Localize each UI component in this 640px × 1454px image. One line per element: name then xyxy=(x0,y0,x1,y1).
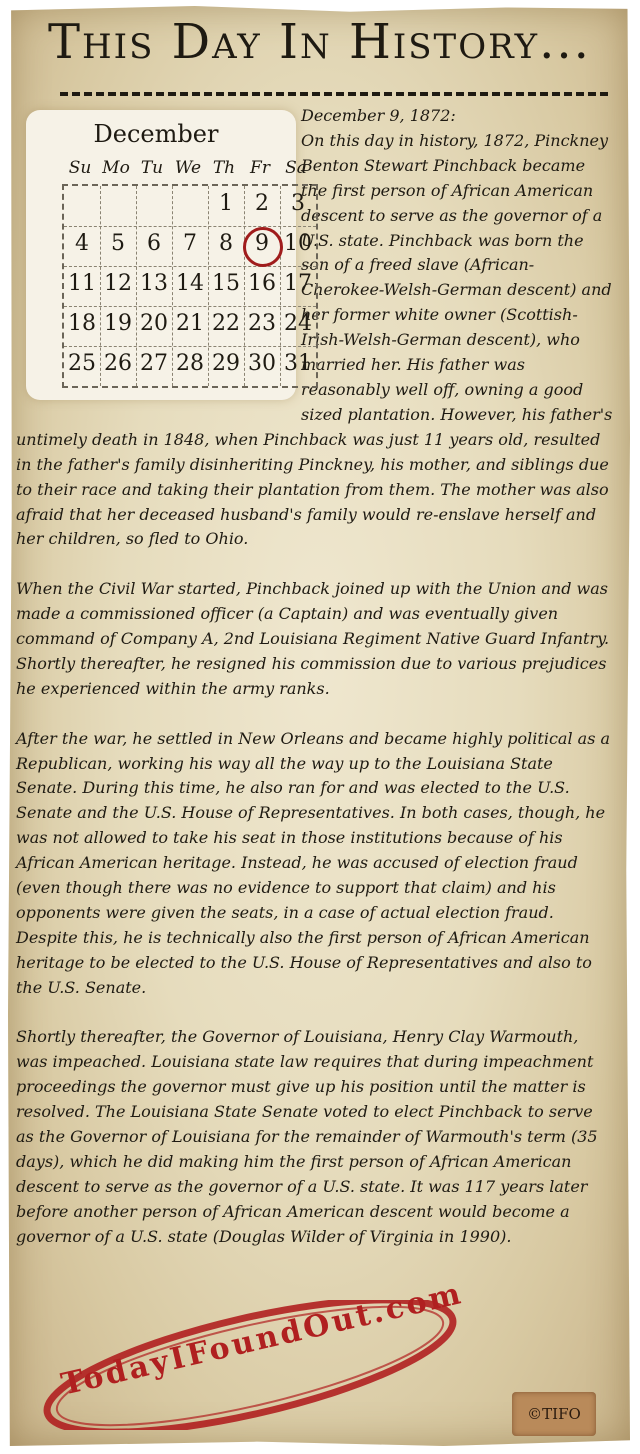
calendar-grid xyxy=(62,184,318,388)
calendar-day: 20 xyxy=(140,311,168,336)
calendar-day: 7 xyxy=(183,231,197,256)
calendar-day: 17 xyxy=(284,271,312,296)
calendar-day: 28 xyxy=(176,351,204,376)
calendar-day: 3 xyxy=(291,191,305,216)
weekday-label: Mo xyxy=(102,158,130,178)
copyright-badge: ©TIFO xyxy=(512,1392,596,1436)
calendar-day: 8 xyxy=(219,231,233,256)
article-paragraph-4: Shortly thereafter, the Governor of Louisiana, Henry Clay Warmouth, was impeached. Louisiana state law requires that during impeachment proceedings the governor must give up his position until the matter is resolved. The Louisiana State Senate voted to elect Pinchback to serve as the Governor of Louisiana for the remainder of Warmouth's term (35 days), which he did making him the first person of African American descent to serve as the governor of a U.S. state. It was 117 years later before another person of African American descent would become a governor of a U.S. state (Douglas Wilder of Virginia in 1990). xyxy=(16,1027,598,1246)
article-dateline: December 9, 1872: xyxy=(301,106,456,125)
calendar-card xyxy=(26,110,312,400)
highlight-circle-icon xyxy=(243,227,283,267)
calendar-day: 26 xyxy=(104,351,132,376)
calendar-day: 24 xyxy=(284,311,312,336)
title-divider xyxy=(60,92,608,96)
calendar-day: 10 xyxy=(284,231,312,256)
calendar-day: 27 xyxy=(140,351,168,376)
calendar-day: 11 xyxy=(68,271,96,296)
calendar-day: 31 xyxy=(284,351,312,376)
calendar-day: 21 xyxy=(176,311,204,336)
article-paragraph-3: After the war, he settled in New Orleans and became highly political as a Republican, working his way all the way up to the Louisiana State Senate. During this time, he also ran for and was elected to the U.S. Senate and the U.S. House of Representatives. In both cases, though, he was not allowed to take his seat in those institutions because of his African American heritage. Instead, he was accused of election fraud (even though there was no evidence to support that claim) and his opponents were given the seats, in a case of actual election fraud. Despite this, he is technically also the first person of African American heritage to be elected to the U.S. House of Representatives and also to the U.S. Senate. xyxy=(16,728,611,997)
weekday-label: Th xyxy=(212,158,236,178)
article-paragraph-1: On this day in history, 1872, Pinckney Benton Stewart Pinchback became the first person of African American descent to serve as the governor of a U.S. state. Pinchback was born the son of a freed slave (African-Cherokee-Welsh-German descent) and her former white owner (Scottish-Irish-Welsh-German descent), who married her. His father was reasonably well off, owning a good sized plantation. However, his father's untimely death in 1848, when Pinchback was just 11 years old, resulted in the father's family disinheriting Pinckney, his mother, and siblings due to their race and taking their plantation from them. The mother was also afraid that her deceased husband's family would re-enslave herself and her children, so fled to Ohio. xyxy=(16,130,613,549)
calendar-day: 22 xyxy=(212,311,240,336)
calendar-day: 4 xyxy=(75,231,89,256)
calendar-day: 29 xyxy=(212,351,240,376)
weekday-label: We xyxy=(174,158,202,178)
calendar-weekdays xyxy=(62,158,314,180)
weekday-label: Fr xyxy=(250,158,270,178)
weekday-label: Su xyxy=(68,158,92,178)
calendar-day: 9 xyxy=(255,231,269,256)
calendar-day: 23 xyxy=(248,311,276,336)
calendar-day: 13 xyxy=(140,271,168,296)
calendar-day: 16 xyxy=(248,271,276,296)
page-title: This Day In History... xyxy=(48,14,591,70)
weekday-label: Sa xyxy=(285,158,307,178)
weekday-label: Tu xyxy=(140,158,164,178)
calendar-day: 1 xyxy=(219,191,233,216)
calendar-day: 5 xyxy=(111,231,125,256)
calendar-month: December xyxy=(93,120,219,148)
calendar-day: 14 xyxy=(176,271,204,296)
calendar-day: 19 xyxy=(104,311,132,336)
calendar-day: 25 xyxy=(68,351,96,376)
calendar-day: 15 xyxy=(212,271,240,296)
stamp-text: TodayIFoundOut.com xyxy=(58,1275,467,1403)
calendar-day: 6 xyxy=(147,231,161,256)
calendar-day: 12 xyxy=(104,271,132,296)
calendar-day: 30 xyxy=(248,351,276,376)
calendar-day: 18 xyxy=(68,311,96,336)
calendar-day: 2 xyxy=(255,191,269,216)
article-paragraph-2: When the Civil War started, Pinchback joined up with the Union and was made a commissioned officer (a Captain) and was eventually given command of Company A, 2nd Louisiana Regiment Native Guard Infantry. Shortly thereafter, he resigned his commission due to various prejudices he experienced within the army ranks. xyxy=(16,579,610,698)
